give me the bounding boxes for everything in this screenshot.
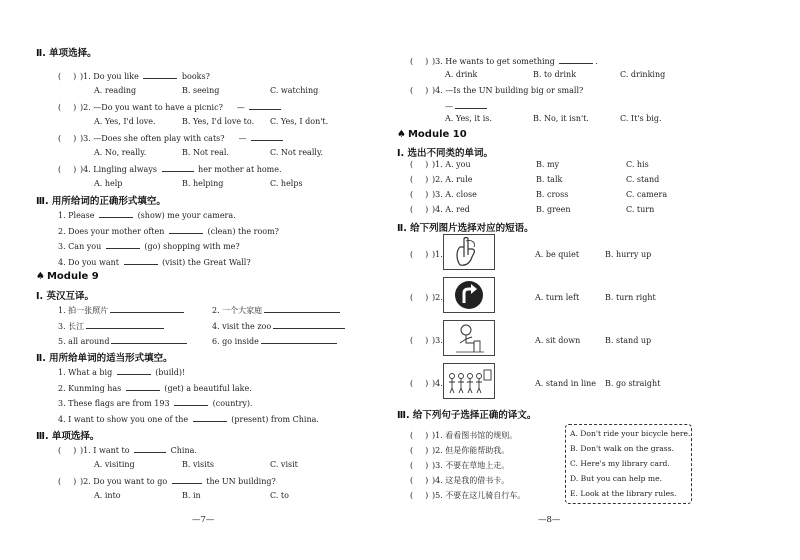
option-b: B. seeing (182, 86, 220, 95)
choice-e: E. Look at the library rules. (570, 489, 677, 498)
option-b: B. in (182, 491, 201, 500)
answer-blank: — (445, 100, 489, 111)
odd-one-out-row: ( ))4. A. red (410, 205, 470, 214)
option-a: A. visiting (94, 460, 135, 469)
option-c: C. his (626, 160, 649, 169)
spade-icon: ♠ (397, 129, 406, 140)
choice-c: C. Here's my library card. (570, 459, 670, 468)
module-title: ♠ Module 10 (397, 129, 467, 140)
fill-line-2: 2. Kunming has (get) a beautiful lake. (58, 384, 252, 393)
section-title: Ⅱ. 单项选择。 (36, 48, 97, 59)
picture-question-2: ( ))2. (410, 293, 443, 302)
section-title: Ⅰ. 英汉互译。 (36, 291, 94, 302)
answer-choices-box (565, 424, 692, 504)
translate-item-6: 6. go inside (212, 335, 339, 346)
option-a: A. No, really. (94, 148, 147, 157)
option-c: C. turn (626, 205, 655, 214)
fill-line-1: 1. What a big (build)! (58, 368, 186, 377)
choice-a: A. Don't ride your bicycle here. (570, 429, 691, 438)
option-a: A. turn left (535, 293, 580, 302)
option-b: B. stand up (605, 336, 652, 345)
fill-line-3: 3. These flags are from 193 (country). (58, 399, 253, 408)
module-title: ♠ Module 9 (36, 271, 99, 282)
spade-icon: ♠ (36, 271, 45, 282)
translation-row-5: ( ))5. 不要在这儿骑自行车。 (410, 490, 525, 501)
question-1: ( ))1. I want to China. (58, 444, 197, 455)
sitting-child-icon (443, 320, 495, 356)
option-c: C. camera (626, 190, 668, 199)
option-c: C. to (270, 491, 289, 500)
option-a: A. into (94, 491, 121, 500)
fill-line-1: 1. Please (show) me your camera. (58, 211, 236, 220)
option-a: A. be quiet (535, 250, 580, 259)
queue-people-icon (443, 363, 495, 399)
picture-question-1: ( ))1. (410, 250, 443, 259)
translation-row-3: ( ))3. 不要在草地上走。 (410, 460, 509, 471)
option-a: A. drink (445, 70, 478, 79)
option-b: B. green (536, 205, 571, 214)
page-number: —7— (192, 515, 215, 525)
odd-one-out-row: ( ))1. A. you (410, 160, 471, 169)
option-b: B. hurry up (605, 250, 652, 259)
option-b: B. cross (536, 190, 569, 199)
fill-line-4: 4. Do you want (visit) the Great Wall? (58, 258, 251, 267)
finger-on-lips-icon (443, 234, 495, 270)
option-c: C. drinking (620, 70, 666, 79)
option-a: A. Yes, it is. (445, 114, 492, 123)
page-number: —8— (538, 515, 561, 525)
option-c: C. helps (270, 179, 303, 188)
section-title: Ⅲ. 单项选择。 (36, 431, 100, 442)
option-c: C. It's big. (620, 114, 662, 123)
option-a: A. help (94, 179, 123, 188)
question-3: ( ))3. —Does she often play with cats?— (58, 132, 285, 143)
section-title: Ⅱ. 用所给单词的适当形式填空。 (36, 353, 173, 364)
option-a: A. reading (94, 86, 137, 95)
question-4: ( ))4. —Is the UN building big or small? (410, 86, 583, 95)
picture-question-3: ( ))3. (410, 336, 443, 345)
option-b: B. visits (182, 460, 215, 469)
turn-right-sign-icon (443, 277, 495, 313)
option-b: B. No, it isn't. (533, 114, 589, 123)
right-page (397, 0, 800, 560)
question-3: ( ))3. He wants to get something . (410, 55, 598, 66)
question-4: ( ))4. Lingling always her mother at home. (58, 163, 282, 174)
option-c: C. Not really. (270, 148, 323, 157)
odd-one-out-row: ( ))3. A. close (410, 190, 477, 199)
fill-line-3: 3. Can you (go) shopping with me? (58, 242, 240, 251)
option-a: A. sit down (535, 336, 581, 345)
option-b: B. talk (536, 175, 563, 184)
section-title: Ⅲ. 给下列句子选择正确的译文。 (397, 410, 537, 421)
odd-one-out-row: ( ))2. A. rule (410, 175, 472, 184)
option-c: C. Yes, I don't. (270, 117, 329, 126)
translate-item-5: 5. all around (58, 335, 189, 346)
section-title: Ⅱ. 给下列图片选择对应的短语。 (397, 223, 534, 234)
option-b: B. go straight (605, 379, 661, 388)
choice-d: D. But you can help me. (570, 474, 663, 483)
section-title: Ⅰ. 选出不同类的单词。 (397, 148, 493, 159)
option-c: C. visit (270, 460, 298, 469)
option-c: C. stand (626, 175, 660, 184)
option-b: B. turn right (605, 293, 656, 302)
fill-line-4: 4. I want to show you one of the (present) from China. (58, 415, 319, 424)
section-title: Ⅲ. 用所给词的正确形式填空。 (36, 196, 166, 207)
option-a: A. stand in line (535, 379, 597, 388)
fill-line-2: 2. Does your mother often (clean) the room? (58, 227, 279, 236)
translate-item-2: 2. 一个大家庭 (212, 304, 342, 316)
question-2: ( ))2. —Do you want to have a picnic?— (58, 101, 283, 112)
question-1: ( ))1. Do you like books? (58, 70, 210, 81)
picture-question-4: ( ))4. (410, 379, 443, 388)
translate-item-4: 4. visit the zoo (212, 320, 347, 331)
translation-row-1: ( ))1. 看看图书馆的规则。 (410, 430, 517, 441)
translate-item-3: 3. 长江 (58, 320, 166, 332)
translate-item-1: 1. 拍一张照片 (58, 304, 186, 316)
translation-row-4: ( ))4. 这是我的借书卡。 (410, 475, 509, 486)
option-a: A. Yes, I'd love. (94, 117, 156, 126)
option-b: B. helping (182, 179, 224, 188)
question-2: ( ))2. Do you want to go the UN building? (58, 475, 276, 486)
option-b: B. to drink (533, 70, 577, 79)
option-b: B. Yes, I'd love to. (182, 117, 255, 126)
option-b: B. Not real. (182, 148, 229, 157)
choice-b: B. Don't walk on the grass. (570, 444, 674, 453)
translation-row-2: ( ))2. 但是你能帮助我。 (410, 445, 509, 456)
option-b: B. my (536, 160, 560, 169)
option-c: C. watching (270, 86, 319, 95)
